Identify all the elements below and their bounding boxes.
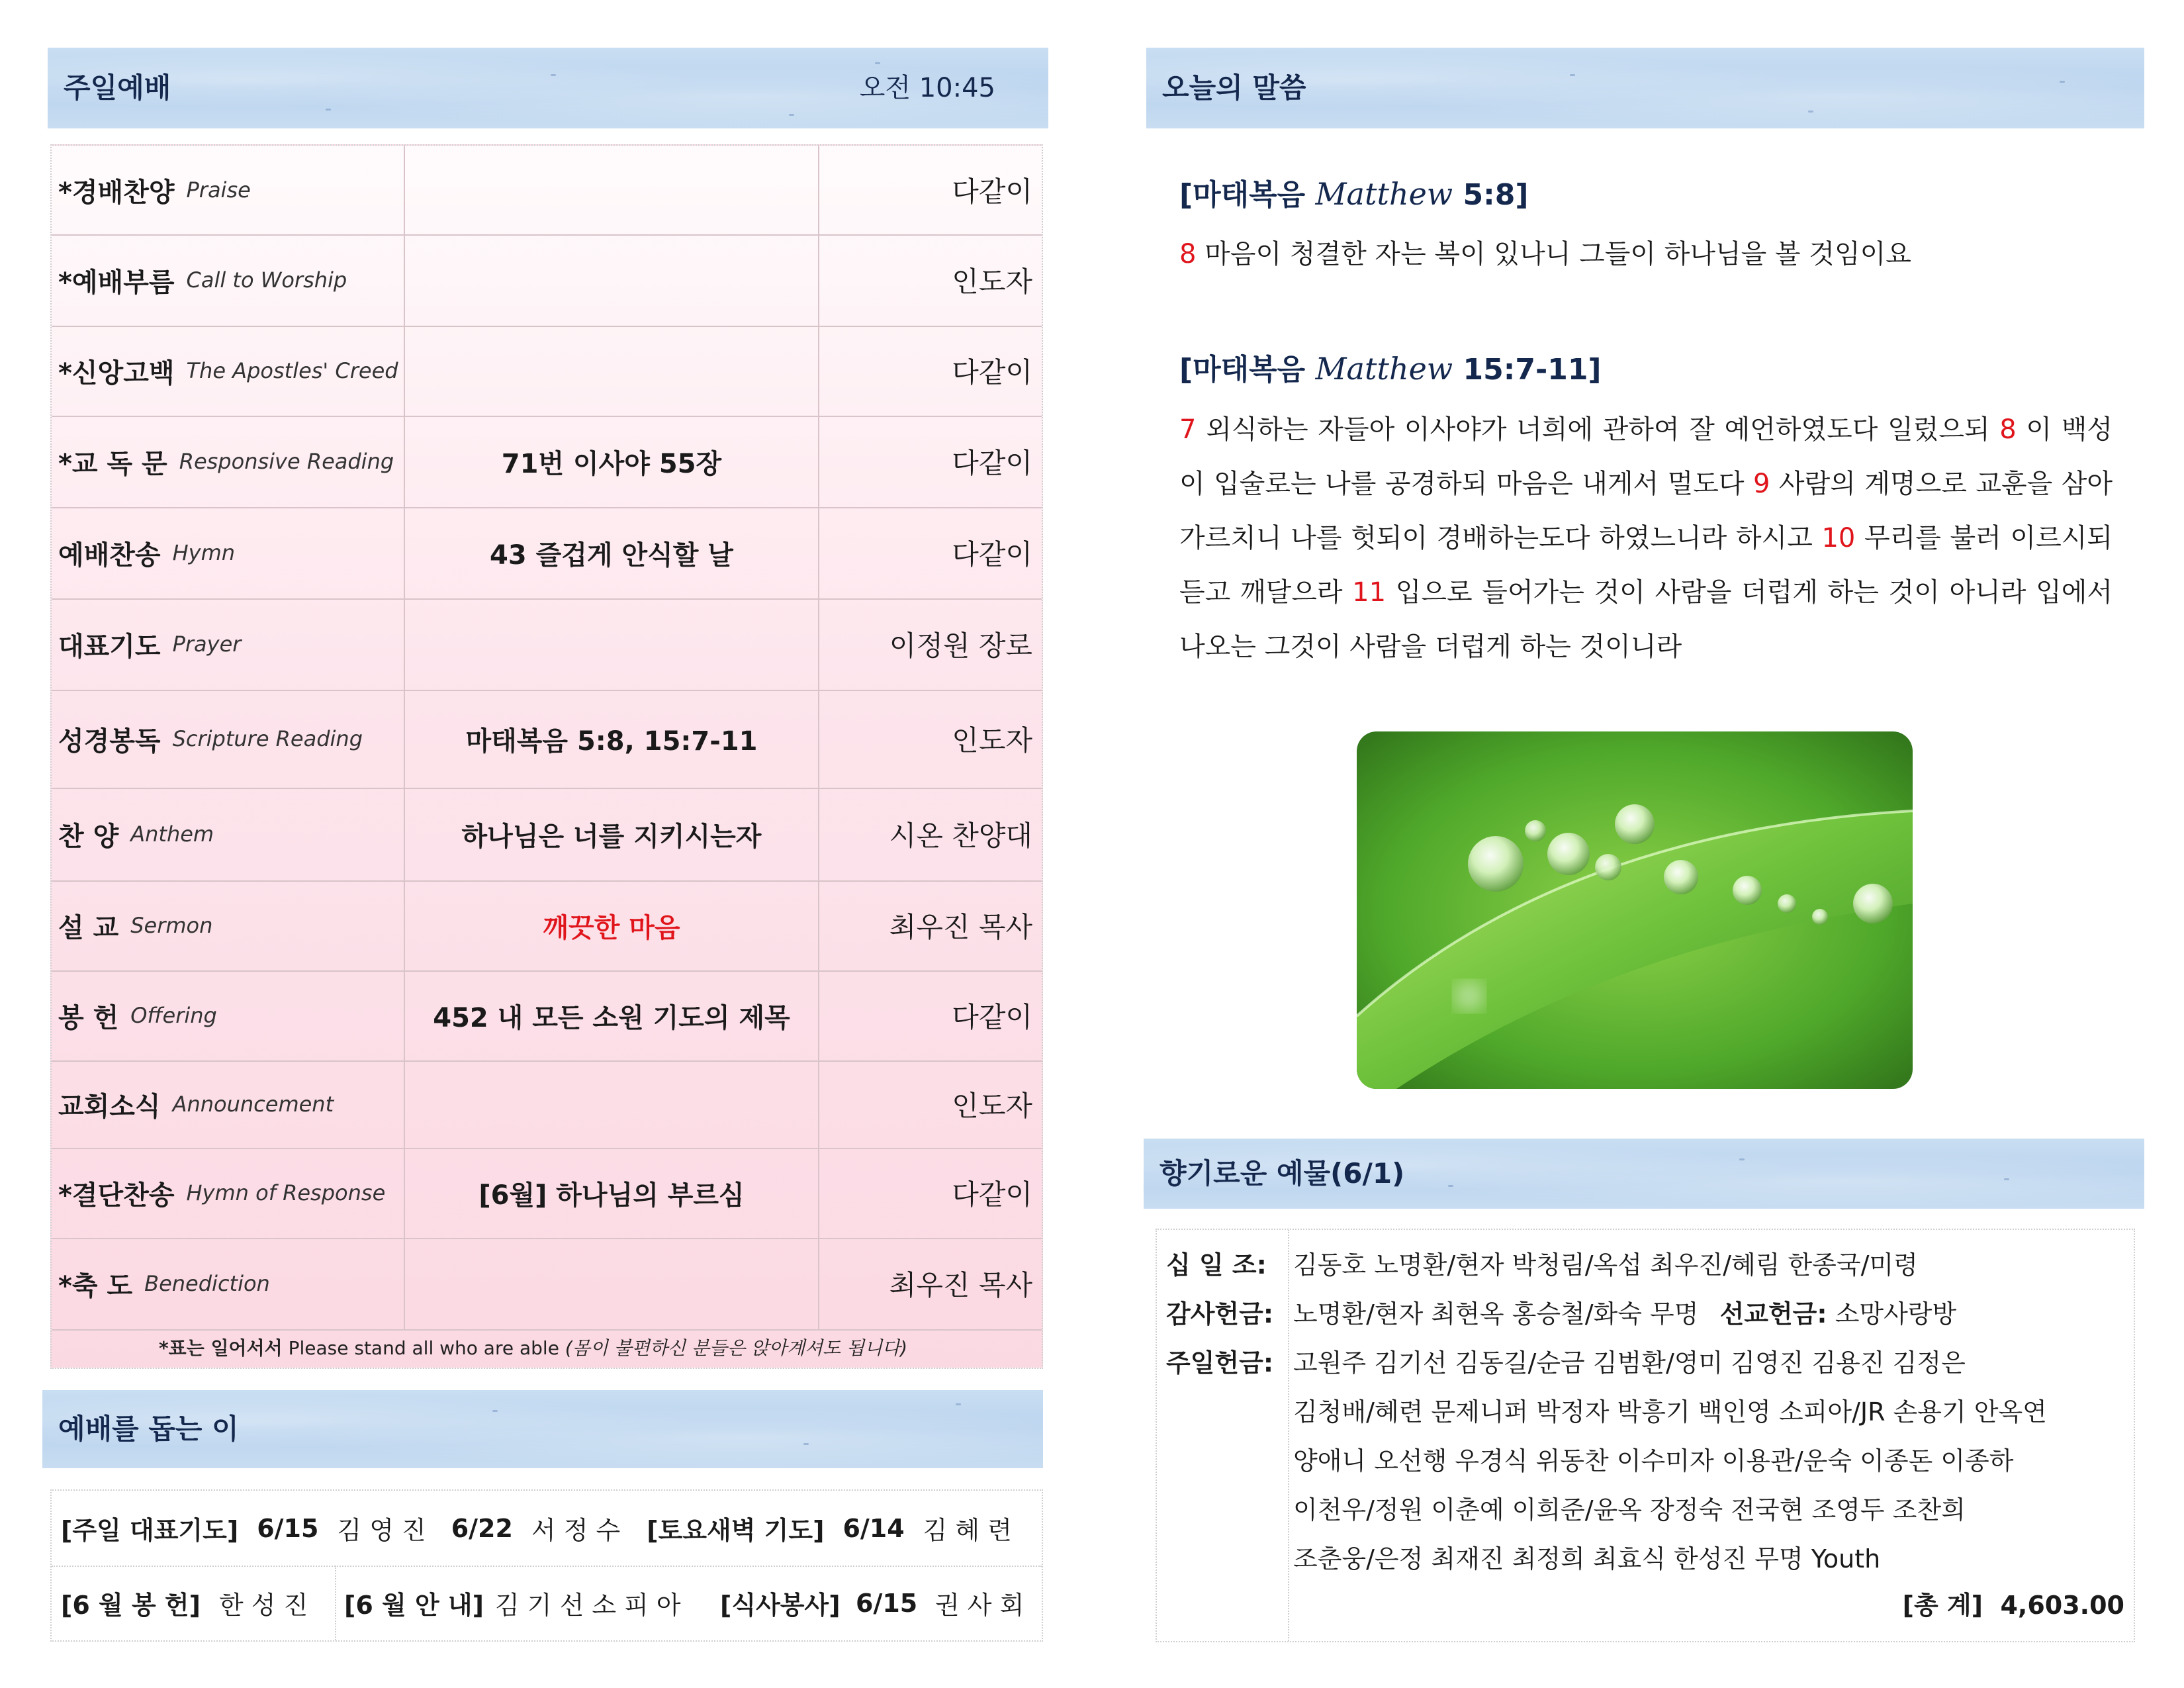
worship-item-en: Sermon (130, 913, 213, 938)
worship-item (52, 146, 405, 234)
leaf-water-drops-photo (1357, 731, 1913, 1089)
verse-text: 사람의 계명으로 교훈을 삼아 가르치니 나를 헛되이 경배하는도다 하였느니라 하시고 (1179, 469, 2113, 553)
helper-date: 6/22 (451, 1513, 513, 1543)
verse-text: 무리를 불러 이르시되 듣고 깨달으라 (1179, 523, 2113, 608)
worship-header (48, 48, 1048, 128)
worship-item-leader: 다같이 (952, 1001, 1032, 1033)
worship-item-en: The Apostles' Creed (186, 358, 398, 383)
sunday-line: 김청배/혜련 문제니퍼 박정자 박흥기 백인영 소피아/JR 손용기 안옥연 (1293, 1397, 2047, 1427)
worship-item-content (405, 146, 819, 234)
worship-row (52, 880, 1042, 972)
worship-item-en: Hymn of Response (186, 1180, 386, 1205)
worship-item-leader: 인도자 (952, 724, 1032, 757)
worship-title: 주일예배 (64, 71, 171, 104)
worship-item-ko: 교회소식 (58, 1091, 161, 1122)
worship-item-leader: 최우진 목사 (889, 911, 1032, 943)
thanks-line: 노명환/현자 최현옥 홍승철/화숙 무명 선교헌금: 소망사랑방 (1293, 1299, 1957, 1329)
worship-item-en: Offering (130, 1003, 217, 1028)
worship-item-en: Anthem (130, 821, 214, 847)
worship-item (52, 1060, 405, 1148)
worship-row (52, 1238, 1042, 1331)
word-header (1146, 48, 2144, 128)
worship-item-leader: 다같이 (952, 447, 1032, 479)
offerings-title: 향기로운 예물(6/1) (1160, 1157, 1405, 1190)
worship-row (52, 234, 1042, 327)
worship-item (52, 788, 405, 880)
worship-item-ko: 찬 양 (58, 821, 119, 852)
worship-item-ko: 설 교 (58, 912, 119, 943)
worship-item-ko: *축 도 (58, 1270, 133, 1301)
worship-item-content: [6월] 하나님의 부르심 (405, 1148, 819, 1238)
worship-item (52, 690, 405, 788)
verse-number: 11 (1352, 577, 1387, 608)
worship-row (52, 690, 1042, 789)
worship-item-en: Praise (186, 177, 251, 203)
worship-row (52, 970, 1042, 1062)
offering-total: [총 계] 4,603.00 (1902, 1591, 2124, 1620)
worship-item-en: Hymn (172, 540, 236, 565)
thanks-label: 감사헌금: (1166, 1299, 1274, 1329)
worship-item (52, 880, 405, 970)
offerings-header (1144, 1139, 2144, 1209)
helpers-row-1 (52, 1491, 1042, 1566)
worship-item-content: 43 즐겁게 안식할 날 (405, 507, 819, 598)
worship-item (52, 507, 405, 598)
tithe-names: 김동호 노명환/현자 박청림/옥섭 최우진/혜림 한종국/미령 (1293, 1250, 1918, 1280)
worship-time: 오전 10:45 (859, 73, 995, 103)
worship-item-en: Scripture Reading (172, 726, 363, 751)
worship-item (52, 416, 405, 507)
verse-text: 외식하는 자들아 이사야가 너희에 관하여 잘 예언하였도다 일렀으되 (1196, 414, 2000, 445)
mission-names: 소망사랑방 (1835, 1299, 1957, 1329)
worship-item-ko: 성경봉독 (58, 726, 161, 757)
worship-item-content (405, 598, 819, 690)
mission-label: 선교헌금: (1719, 1299, 1827, 1329)
worship-item-leader: 이정원 장로 (889, 630, 1032, 662)
helpers-table (50, 1489, 1043, 1642)
helper-label: [6 월 안 내] (344, 1591, 484, 1620)
worship-item-en: Prayer (172, 632, 242, 657)
worship-row (52, 598, 1042, 691)
sunday-line: 조춘웅/은정 최재진 최정희 최효식 한성진 무명 Youth (1293, 1544, 1881, 1573)
helper-name: 서 정 수 (531, 1516, 621, 1545)
order-of-worship-table (50, 144, 1043, 1369)
scripture-ref-2: [마태복음 Matthew 15:7-11] (1179, 351, 1602, 387)
worship-item (52, 970, 405, 1060)
worship-row (52, 507, 1042, 600)
worship-item-leader: 인도자 (952, 1090, 1032, 1122)
worship-item (52, 326, 405, 416)
sunday-label: 주일헌금: (1166, 1348, 1274, 1378)
helpers-title: 예배를 돕는 이 (58, 1413, 239, 1445)
helper-name: 한 성 진 (219, 1591, 308, 1620)
worship-item-ko: *교 독 문 (58, 448, 167, 479)
verse-text: 입으로 들어가는 것이 사람을 더럽게 하는 것이 아니라 입에서 나오는 그것이 사람을 더럽게 하는 것이니라 (1179, 577, 2113, 662)
worship-item-leader: 인도자 (952, 265, 1032, 298)
verse-number: 7 (1179, 414, 1197, 445)
worship-item-ko: *신앙고백 (58, 357, 175, 389)
helper-label: [식사봉사] (720, 1591, 841, 1620)
verse-number: 10 (1821, 523, 1856, 553)
verse-number: 9 (1753, 469, 1770, 499)
worship-item-ko: *경배찬양 (58, 177, 175, 208)
worship-row (52, 416, 1042, 508)
worship-item-ko: 예배찬송 (58, 539, 161, 571)
worship-item (52, 234, 405, 326)
worship-item-leader: 다같이 (952, 356, 1032, 389)
worship-item-leader: 다같이 (952, 538, 1032, 571)
worship-item-leader: 최우진 목사 (889, 1269, 1032, 1301)
worship-item-en: Responsive Reading (179, 449, 394, 474)
helpers-row-2 (52, 1566, 1042, 1640)
worship-item (52, 1238, 405, 1329)
worship-item-content: 마태복음 5:8, 15:7-11 (405, 690, 819, 788)
worship-row (52, 1148, 1042, 1239)
worship-item-en: Call to Worship (186, 267, 347, 293)
helper-date: 6/15 (856, 1588, 918, 1618)
worship-item-content: 71번 이사야 55장 (405, 416, 819, 507)
sunday-line: 양애니 오선행 우경식 위동찬 이수미자 이용관/운숙 이종돈 이종하 (1293, 1446, 2014, 1476)
worship-item-leader: 다같이 (952, 175, 1032, 208)
worship-item-content: 하나님은 너를 지키시는자 (405, 788, 819, 880)
worship-row (52, 788, 1042, 882)
worship-row (52, 1060, 1042, 1149)
worship-item-ko: *결단찬송 (58, 1180, 175, 1211)
scripture-text-1 (1179, 227, 2113, 281)
worship-item-leader: 다같이 (952, 1178, 1032, 1211)
worship-item-content (405, 1060, 819, 1148)
worship-item-en: Announcement (172, 1092, 334, 1117)
helper-date: 6/14 (842, 1513, 905, 1543)
verse-number: 8 (1179, 239, 1197, 269)
helper-name: 김 영 진 (337, 1516, 426, 1545)
helper-label: [6 월 봉 헌] (61, 1591, 201, 1620)
worship-item-ko: 봉 헌 (58, 1002, 119, 1033)
sunday-line: 고원주 김기선 김동길/순금 김범환/영미 김영진 김용진 김정은 (1293, 1348, 1966, 1378)
worship-item-content: 452 내 모든 소원 기도의 제목 (405, 970, 819, 1060)
helper-name: 권 사 회 (935, 1591, 1024, 1620)
helper-label: [토요새벽 기도] (647, 1516, 825, 1545)
worship-item-content (405, 1238, 819, 1329)
offerings-table (1156, 1229, 2135, 1642)
verse-number: 8 (1999, 414, 2017, 445)
scripture-ref-1: [마태복음 Matthew 5:8] (1179, 176, 1529, 212)
worship-item-content (405, 234, 819, 326)
scripture-text-2 (1179, 402, 2113, 674)
worship-item-en: Benediction (144, 1271, 270, 1296)
helper-name: 김 혜 련 (923, 1516, 1012, 1545)
worship-item-content (405, 326, 819, 416)
tithe-label: 십 일 조: (1166, 1250, 1267, 1280)
worship-row (52, 146, 1042, 236)
worship-item-leader: 시온 찬양대 (889, 820, 1032, 852)
worship-item-content: 깨끗한 마음 (405, 880, 819, 970)
helper-name: 김 기 선 소 피 아 (495, 1591, 681, 1620)
worship-row (52, 326, 1042, 417)
worship-item-ko: 대표기도 (58, 631, 161, 662)
helper-date: 6/15 (257, 1513, 319, 1543)
standing-note: *표는 일어서서 Please stand all who are able (몸이 불편하신 분들은 앉아계셔도 됩니다) (159, 1337, 908, 1359)
worship-item-ko: *예배부름 (58, 267, 175, 298)
word-title: 오늘의 말씀 (1162, 71, 1306, 104)
worship-item (52, 1148, 405, 1238)
verse-text: 이 백성이 입술로는 나를 공경하되 마음은 내게서 멀도다 (1179, 414, 2113, 499)
helpers-header (42, 1390, 1043, 1468)
worship-item (52, 598, 405, 690)
sunday-line: 이천우/정원 이춘예 이희준/윤옥 장정숙 전국현 조영두 조찬희 (1293, 1495, 1966, 1524)
helper-label: [주일 대표기도] (61, 1516, 239, 1545)
verse-text: 마음이 청결한 자는 복이 있나니 그들이 하나님을 볼 것임이요 (1196, 239, 1911, 269)
